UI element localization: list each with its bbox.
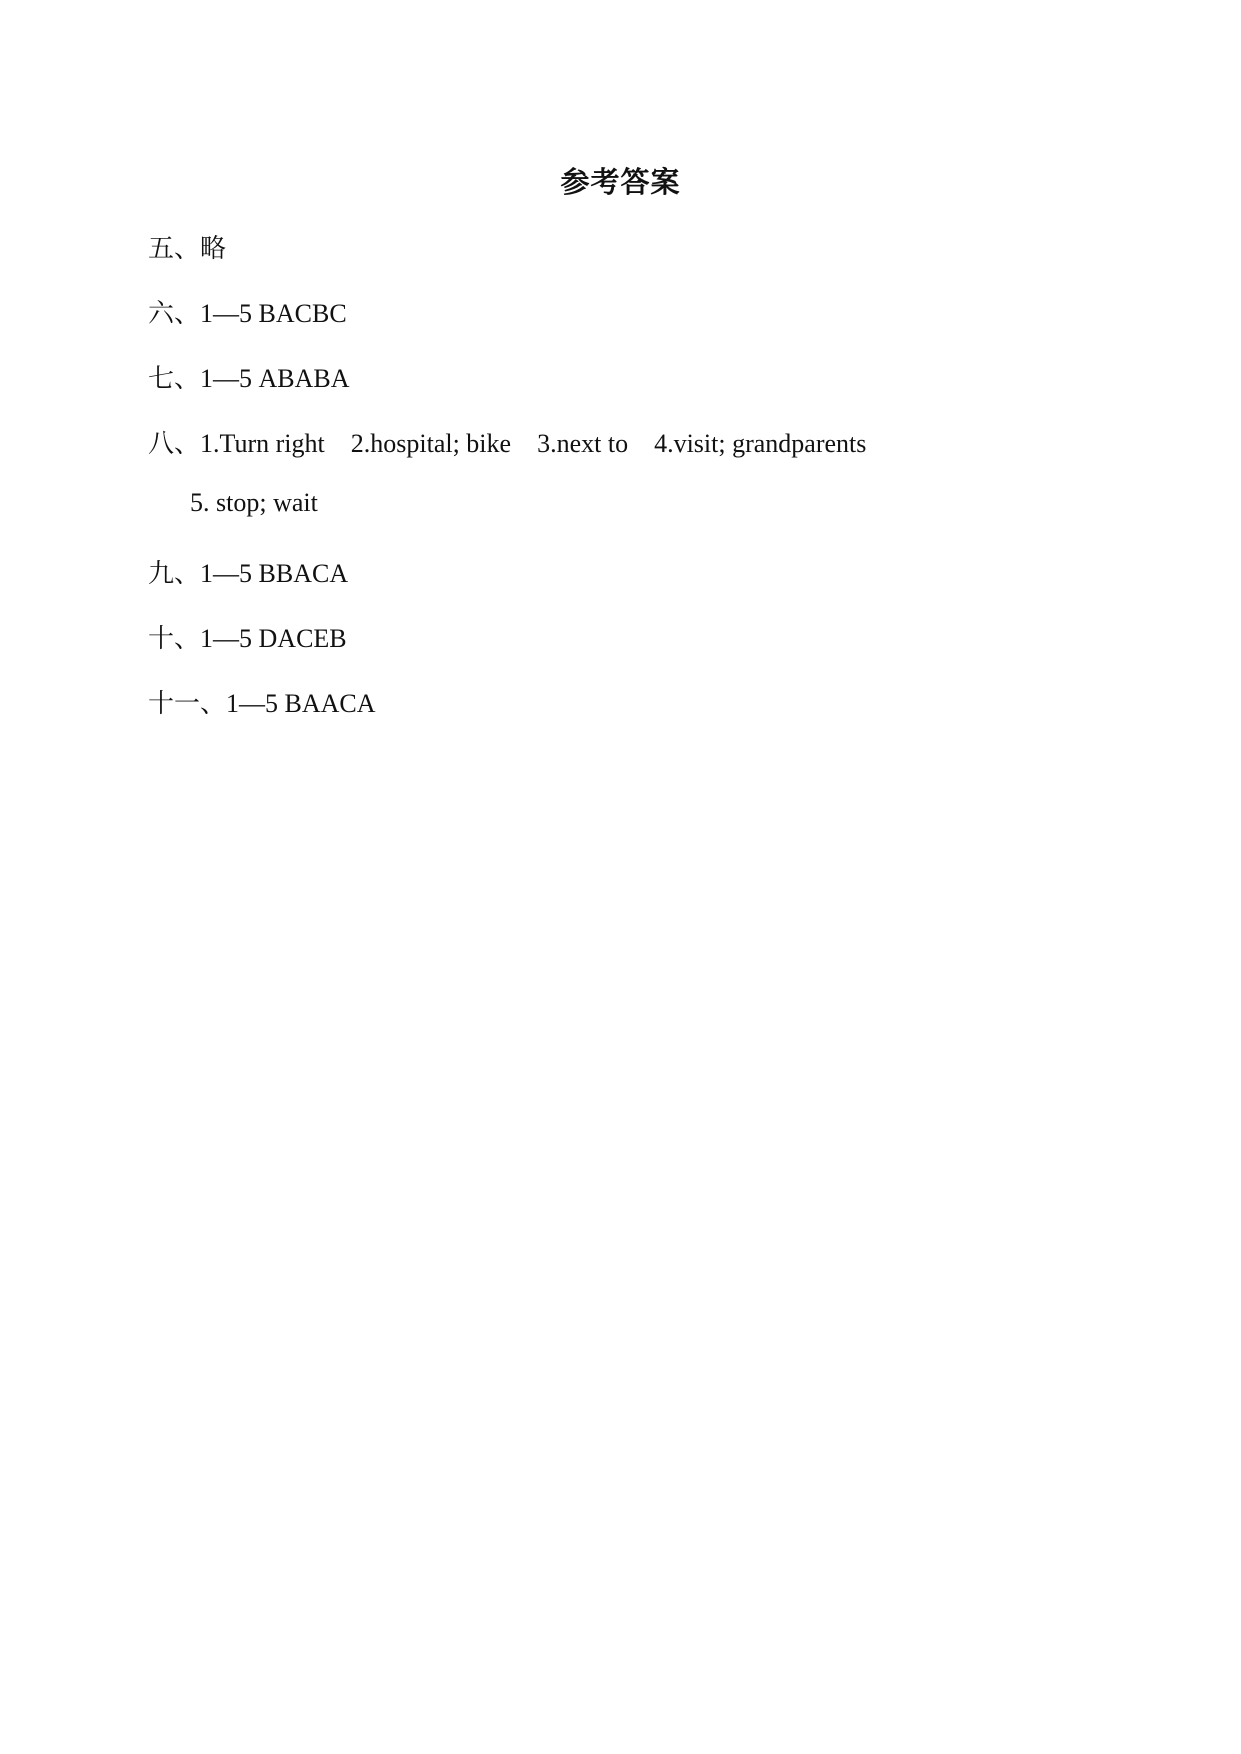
answer-label: 九、	[148, 559, 201, 588]
answer-label: 六、	[148, 299, 201, 328]
answer-line-11	[148, 683, 376, 720]
answer-line-8	[148, 423, 866, 460]
answer-item: 5. stop; wait	[190, 488, 318, 517]
answer-label: 七、	[148, 364, 201, 393]
answer-label: 十一、	[148, 689, 227, 718]
answer-text: 1—5 ABABA	[200, 364, 350, 393]
answer-item: 4.visit; grandparents	[654, 429, 867, 458]
answer-line-7	[148, 358, 350, 395]
answer-text: 1—5 BBACA	[200, 559, 349, 588]
answer-line-6	[148, 293, 347, 330]
answer-item: 3.next to	[537, 429, 629, 458]
answer-text: 1—5 BACBC	[200, 299, 347, 328]
answer-line-10	[148, 618, 347, 655]
answer-label: 八、	[148, 429, 201, 458]
answer-label: 十、	[148, 624, 201, 653]
answer-text: 1—5 DACEB	[200, 624, 347, 653]
answer-text: 略	[200, 234, 227, 263]
answer-line-5	[148, 228, 226, 265]
answer-label: 五、	[148, 234, 201, 263]
answer-line-9	[148, 553, 348, 590]
answer-item: 2.hospital; bike	[350, 429, 512, 458]
answer-item: 1.Turn right	[200, 429, 325, 458]
answer-line-8-continuation	[190, 488, 318, 518]
page-title: 参考答案	[560, 167, 681, 199]
answer-text: 1—5 BAACA	[226, 689, 376, 718]
